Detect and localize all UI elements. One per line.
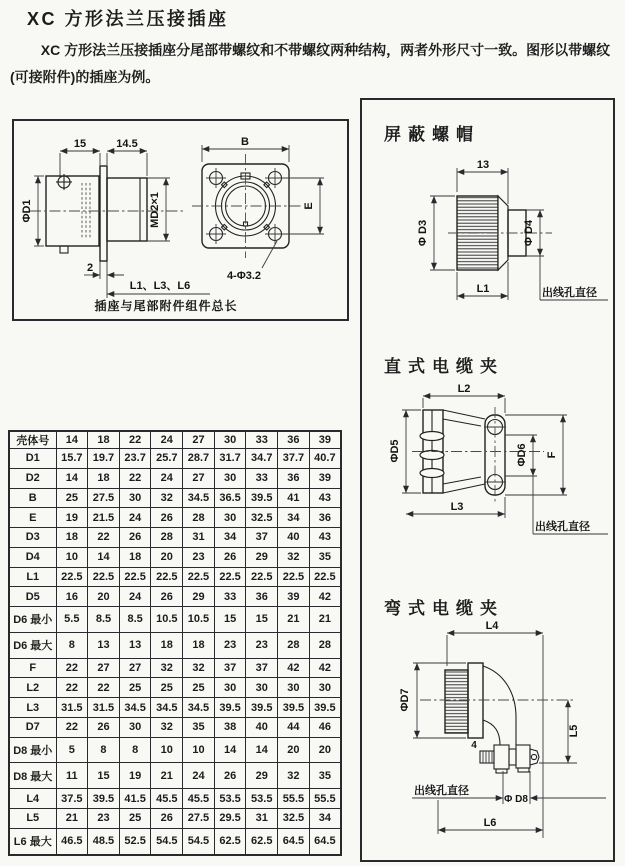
table-row: [9, 717, 341, 737]
table-cell: 28: [309, 632, 341, 658]
table-cell: 24: [183, 763, 215, 789]
drawing-caption: 插座与尾部附件组件总长: [94, 299, 238, 313]
table-cell: 19: [119, 763, 151, 789]
elbow-inner: [483, 720, 500, 745]
table-cell: 46.5: [56, 828, 88, 855]
table-cell: 35: [309, 763, 341, 789]
table-row: [9, 547, 341, 567]
accessories-box: [360, 98, 615, 862]
table-row: [9, 508, 341, 528]
table-cell: 32: [151, 717, 183, 737]
row-label: D8 最小: [9, 737, 56, 763]
dim-13: 13: [476, 159, 490, 171]
table-cell: 26: [214, 763, 246, 789]
table-cell: 28: [151, 528, 183, 548]
table-cell: 39.5: [246, 488, 278, 508]
table-cell: 30: [214, 468, 246, 488]
table-cell: 37.5: [56, 789, 88, 809]
row-label: D7: [9, 717, 56, 737]
dim-15: 15: [73, 138, 87, 150]
table-cell: 26: [151, 587, 183, 607]
table-cell: 32.5: [278, 809, 310, 829]
table-cell: 23: [214, 632, 246, 658]
row-label: L5: [9, 809, 56, 829]
row-label: D4: [9, 547, 56, 567]
table-row: [9, 607, 341, 633]
table-cell: 20: [278, 737, 310, 763]
socket-drawing-box: [12, 119, 349, 321]
table-cell: 22: [56, 717, 88, 737]
table-cell: 30: [214, 508, 246, 528]
table-cell: 32: [278, 547, 310, 567]
table-cell: 31: [183, 528, 215, 548]
table-cell: 34: [214, 528, 246, 548]
table-row: [9, 658, 341, 678]
table-cell: 8: [119, 737, 151, 763]
table-cell: 39.5: [309, 698, 341, 718]
table-row: [9, 763, 341, 789]
table-cell: 5: [56, 737, 88, 763]
table-cell: 34.5: [183, 488, 215, 508]
table-cell: 15.7: [56, 449, 88, 469]
row-label: L2: [9, 678, 56, 698]
table-cell: 32.5: [246, 508, 278, 528]
table-header-row: [9, 431, 341, 449]
table-cell: 37: [214, 658, 246, 678]
table-cell: 62.5: [246, 828, 278, 855]
table-cell: 40.7: [309, 449, 341, 469]
table-cell: 34.5: [183, 698, 215, 718]
cable-entry-assembly: [480, 745, 539, 773]
clamp-screw: [420, 469, 444, 478]
table-cell: 30: [246, 678, 278, 698]
table-cell: 28: [278, 632, 310, 658]
table-cell: 41: [278, 488, 310, 508]
table-row: [9, 488, 341, 508]
table-cell: 21: [56, 809, 88, 829]
table-cell: 25: [119, 809, 151, 829]
table-cell: 19.7: [88, 449, 120, 469]
dim-l5: L5: [568, 724, 580, 738]
dim-d6: ΦD6: [516, 443, 528, 467]
dimension-table: [8, 430, 342, 856]
table-cell: 42: [309, 658, 341, 678]
table-cell: 31.7: [214, 449, 246, 469]
shield-nut-title: 屏蔽螺帽: [384, 125, 480, 144]
row-label: D6 最大: [9, 632, 56, 658]
table-row: [9, 528, 341, 548]
outlet-hole-label: 出线孔直径: [542, 287, 597, 299]
table-cell: 14: [246, 737, 278, 763]
intro-line-2: (可接附件)的插座为例。: [10, 69, 160, 85]
table-cell: 28.7: [183, 449, 215, 469]
shell-size-header: 18: [88, 431, 120, 449]
table-cell: 64.5: [278, 828, 310, 855]
table-cell: 38: [214, 717, 246, 737]
table-cell: 43: [309, 488, 341, 508]
table-cell: 14: [56, 468, 88, 488]
table-cell: 39.5: [278, 698, 310, 718]
table-cell: 8: [56, 632, 88, 658]
table-cell: 26: [151, 809, 183, 829]
table-cell: 22: [88, 678, 120, 698]
clamp-collar: [468, 663, 483, 738]
table-cell: 39.5: [214, 698, 246, 718]
table-cell: 23: [183, 547, 215, 567]
table-cell: 19: [56, 508, 88, 528]
table-cell: 29: [246, 763, 278, 789]
table-cell: 10: [183, 737, 215, 763]
table-cell: 41.5: [119, 789, 151, 809]
table-cell: 16: [56, 587, 88, 607]
dim-l2: L2: [457, 383, 471, 395]
table-cell: 32: [278, 763, 310, 789]
table-cell: 30: [278, 678, 310, 698]
table-cell: 64.5: [309, 828, 341, 855]
table-cell: 39.5: [246, 698, 278, 718]
table-cell: 21: [278, 607, 310, 633]
table-cell: 36: [278, 468, 310, 488]
table-cell: 24: [119, 587, 151, 607]
table-cell: 42: [278, 658, 310, 678]
table-cell: 54.5: [151, 828, 183, 855]
row-label: L1: [9, 567, 56, 587]
bent-clamp-title: 弯式电缆夹: [384, 599, 504, 618]
table-cell: 30: [214, 678, 246, 698]
row-label: D5: [9, 587, 56, 607]
table-cell: 22: [56, 678, 88, 698]
table-cell: 22.5: [214, 567, 246, 587]
table-cell: 26: [214, 547, 246, 567]
table-row: [9, 567, 341, 587]
dim-e: E: [303, 202, 315, 210]
row-label: D2: [9, 468, 56, 488]
table-cell: 37: [246, 528, 278, 548]
table-cell: 14: [88, 547, 120, 567]
dim-14-5: 14.5: [116, 138, 138, 150]
shell-size-header: 27: [183, 431, 215, 449]
row-label: D6 最小: [9, 607, 56, 633]
shell-size-header: 39: [309, 431, 341, 449]
table-cell: 26: [151, 508, 183, 528]
table-row: [9, 632, 341, 658]
table-cell: 28: [183, 508, 215, 528]
table-cell: 18: [151, 632, 183, 658]
outlet-hole-label: 出线孔直径: [414, 785, 469, 797]
table-cell: 29: [183, 587, 215, 607]
elbow-outer: [483, 666, 516, 745]
shell-size-corner-header: 壳体号: [9, 431, 56, 449]
table-cell: 24: [119, 508, 151, 528]
table-row: [9, 468, 341, 488]
table-cell: 10.5: [151, 607, 183, 633]
table-cell: 35: [309, 547, 341, 567]
table-cell: 31.5: [56, 698, 88, 718]
table-cell: 26: [88, 717, 120, 737]
intro-paragraph: [10, 37, 618, 91]
shield-nut-svg: [362, 148, 609, 318]
table-cell: 27.5: [183, 809, 215, 829]
table-cell: 33: [214, 587, 246, 607]
table-cell: 25: [56, 488, 88, 508]
shell-size-header: 36: [278, 431, 310, 449]
row-label: D3: [9, 528, 56, 548]
table-cell: 22: [119, 468, 151, 488]
dim-md2: MD2×1: [149, 192, 161, 228]
table-cell: 20: [309, 737, 341, 763]
table-cell: 5.5: [56, 607, 88, 633]
row-label: F: [9, 658, 56, 678]
table-cell: 20: [88, 587, 120, 607]
table-row: [9, 828, 341, 855]
table-cell: 22.5: [56, 567, 88, 587]
table-cell: 22.5: [151, 567, 183, 587]
row-label: E: [9, 508, 56, 528]
table-cell: 23: [88, 809, 120, 829]
dim-f: F: [546, 451, 558, 459]
table-cell: 13: [119, 632, 151, 658]
table-cell: 32: [183, 658, 215, 678]
table-cell: 27.5: [88, 488, 120, 508]
threaded-tail: [107, 178, 147, 241]
table-cell: 37: [246, 658, 278, 678]
table-cell: 13: [88, 632, 120, 658]
table-cell: 32: [151, 488, 183, 508]
table-cell: 25: [183, 678, 215, 698]
shell-size-header: 30: [214, 431, 246, 449]
table-cell: 15: [246, 607, 278, 633]
shell-size-header: 33: [246, 431, 278, 449]
table-cell: 31.5: [88, 698, 120, 718]
table-cell: 21: [151, 763, 183, 789]
table-cell: 53.5: [246, 789, 278, 809]
bent-clamp-svg: [362, 616, 609, 851]
table-cell: 35: [183, 717, 215, 737]
table-cell: 21.5: [88, 508, 120, 528]
shell-size-header: 24: [151, 431, 183, 449]
table-cell: 20: [151, 547, 183, 567]
table-row: [9, 737, 341, 763]
table-cell: 37.7: [278, 449, 310, 469]
table-cell: 14: [214, 737, 246, 763]
table-row: [9, 698, 341, 718]
table-cell: 46: [309, 717, 341, 737]
page-title: XC 方形法兰压接插座: [27, 9, 229, 29]
table-row: [9, 678, 341, 698]
table-cell: 55.5: [309, 789, 341, 809]
table-cell: 34: [309, 809, 341, 829]
table-cell: 30: [309, 678, 341, 698]
row-label: L6 最大: [9, 828, 56, 855]
dim-d7: ΦD7: [399, 688, 411, 712]
table-cell: 42: [309, 587, 341, 607]
table-cell: 25: [151, 678, 183, 698]
table-row: [9, 789, 341, 809]
table-cell: 25: [119, 678, 151, 698]
dim-4: 4: [471, 740, 477, 751]
dim-d1: ΦD1: [21, 199, 33, 223]
table-cell: 39: [278, 587, 310, 607]
table-row: [9, 449, 341, 469]
table-cell: 18: [183, 632, 215, 658]
table-cell: 23: [246, 632, 278, 658]
table-cell: 39: [309, 468, 341, 488]
dim-b: B: [241, 136, 249, 148]
dim-mount-holes: 4-Φ3.2: [226, 270, 262, 282]
row-label: L4: [9, 789, 56, 809]
table-cell: 27: [119, 658, 151, 678]
row-label: L3: [9, 698, 56, 718]
table-cell: 36.5: [214, 488, 246, 508]
dim-l6: L6: [483, 817, 497, 829]
table-cell: 52.5: [119, 828, 151, 855]
row-label: D1: [9, 449, 56, 469]
table-cell: 34.7: [246, 449, 278, 469]
table-cell: 34.5: [151, 698, 183, 718]
shell-size-header: 14: [56, 431, 88, 449]
table-cell: 44: [278, 717, 310, 737]
table-cell: 45.5: [183, 789, 215, 809]
table-cell: 36: [246, 587, 278, 607]
table-cell: 10: [151, 737, 183, 763]
table-cell: 54.5: [183, 828, 215, 855]
table-head: [9, 431, 341, 449]
intro-line-1: XC 方形法兰压接插座分尾部带螺纹和不带螺纹两种结构，两者外形尺寸一致。图形以带螺纹: [40, 42, 611, 58]
table-cell: 22: [56, 658, 88, 678]
table-cell: 8.5: [119, 607, 151, 633]
straight-clamp-title: 直式电缆夹: [384, 357, 504, 376]
table-cell: 48.5: [88, 828, 120, 855]
table-cell: 15: [214, 607, 246, 633]
table-cell: 29.5: [214, 809, 246, 829]
table-cell: 22.5: [88, 567, 120, 587]
table-cell: 22.5: [309, 567, 341, 587]
dim-d8: Φ D8: [504, 794, 528, 805]
dim-d3: Φ D3: [417, 219, 429, 247]
table-cell: 62.5: [214, 828, 246, 855]
table-cell: 55.5: [278, 789, 310, 809]
table-body: [9, 449, 341, 856]
dim-2: 2: [86, 262, 94, 274]
table-cell: 36: [309, 508, 341, 528]
table-cell: 8.5: [88, 607, 120, 633]
table-cell: 18: [119, 547, 151, 567]
table-cell: 11: [56, 763, 88, 789]
dim-l-total: L1、L3、L6: [129, 280, 191, 292]
flange-plate: [100, 166, 107, 261]
dim-l1: L1: [476, 283, 490, 295]
table-cell: 27: [183, 468, 215, 488]
straight-clamp-svg: [362, 381, 609, 561]
table-cell: 27: [88, 658, 120, 678]
table-row: [9, 587, 341, 607]
row-label: D8 最大: [9, 763, 56, 789]
table-cell: 43: [309, 528, 341, 548]
dim-l3: L3: [450, 501, 464, 513]
table-cell: 31: [246, 809, 278, 829]
dim-l4: L4: [485, 620, 499, 632]
table-cell: 32: [151, 658, 183, 678]
table-cell: 45.5: [151, 789, 183, 809]
table-cell: 53.5: [214, 789, 246, 809]
table-cell: 30: [119, 488, 151, 508]
table-cell: 10: [56, 547, 88, 567]
table-cell: 8: [88, 737, 120, 763]
table-cell: 22: [88, 528, 120, 548]
row-label: B: [9, 488, 56, 508]
table-cell: 40: [278, 528, 310, 548]
table-cell: 33: [246, 468, 278, 488]
table-cell: 39.5: [88, 789, 120, 809]
dim-d5: ΦD5: [389, 439, 401, 463]
table-cell: 10.5: [183, 607, 215, 633]
table-cell: 15: [88, 763, 120, 789]
table-cell: 22.5: [246, 567, 278, 587]
socket-drawing-svg: [14, 121, 343, 315]
shell-size-header: 22: [119, 431, 151, 449]
table-cell: 29: [246, 547, 278, 567]
table-cell: 22.5: [119, 567, 151, 587]
table-cell: 18: [56, 528, 88, 548]
table-cell: 26: [119, 528, 151, 548]
table-cell: 22.5: [183, 567, 215, 587]
table-cell: 23.7: [119, 449, 151, 469]
table-cell: 30: [119, 717, 151, 737]
table-cell: 34: [278, 508, 310, 528]
table-cell: 40: [246, 717, 278, 737]
clamp-screw: [420, 432, 444, 441]
table-cell: 22.5: [278, 567, 310, 587]
table-cell: 21: [309, 607, 341, 633]
knurled-coupling: [445, 670, 468, 733]
table-row: [9, 809, 341, 829]
table-cell: 18: [88, 468, 120, 488]
outlet-hole-label: 出线孔直径: [535, 521, 590, 533]
table-cell: 24: [151, 468, 183, 488]
dim-d4: Φ D4: [523, 219, 535, 247]
table-cell: 25.7: [151, 449, 183, 469]
table-cell: 34.5: [119, 698, 151, 718]
